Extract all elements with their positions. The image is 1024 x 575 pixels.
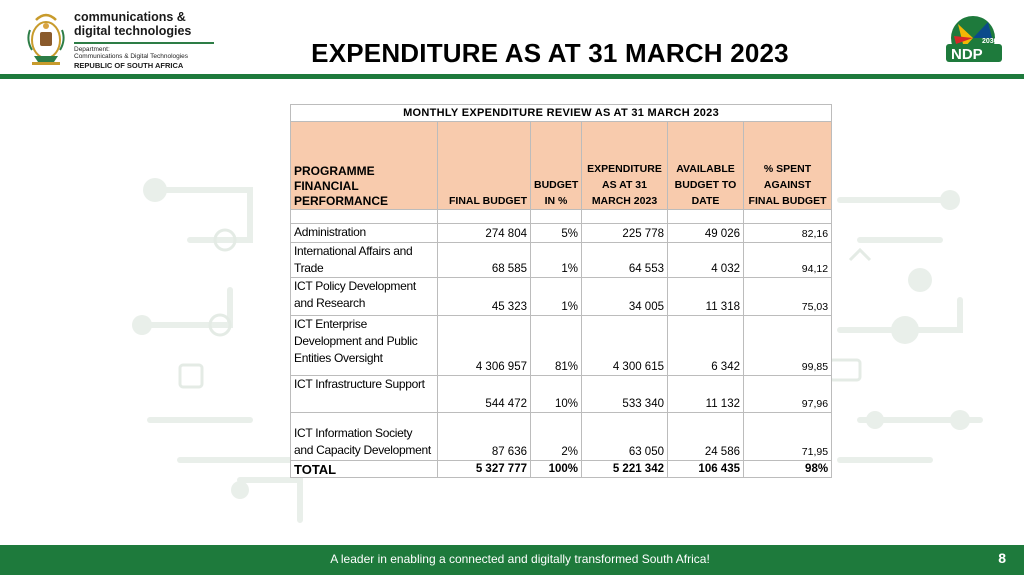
table-row xyxy=(291,224,832,243)
total-available: 106 435 xyxy=(668,461,744,478)
row-available: 11 132 xyxy=(668,376,744,413)
row-programme: International Affairs and Trade xyxy=(291,243,438,278)
expenditure-table-container xyxy=(290,104,831,478)
header-rule xyxy=(0,74,1024,79)
row-expenditure: 225 778 xyxy=(582,224,668,243)
logo-divider xyxy=(74,42,214,44)
row-expenditure: 533 340 xyxy=(582,376,668,413)
table-row xyxy=(291,413,832,461)
row-pct-spent: 94,12 xyxy=(744,243,832,278)
row-budget-pct: 10% xyxy=(531,376,582,413)
row-available: 6 342 xyxy=(668,316,744,376)
table-caption: MONTHLY EXPENDITURE REVIEW AS AT 31 MARCH 2023 xyxy=(291,105,832,122)
header-pct-spent: % SPENT AGAINST FINAL BUDGET xyxy=(744,122,832,210)
row-final-budget: 274 804 xyxy=(438,224,531,243)
table-header-row xyxy=(291,122,832,210)
table-spacer-row xyxy=(291,210,832,224)
table-row xyxy=(291,278,832,316)
page-number: 8 xyxy=(998,550,1006,566)
page-title: EXPENDITURE AS AT 31 MARCH 2023 xyxy=(311,38,789,68)
total-budget-pct: 100% xyxy=(531,461,582,478)
row-pct-spent: 71,95 xyxy=(744,413,832,461)
row-final-budget: 87 636 xyxy=(438,413,531,461)
row-pct-spent: 97,96 xyxy=(744,376,832,413)
logo-line-2: digital technologies xyxy=(74,24,192,38)
row-budget-pct: 81% xyxy=(531,316,582,376)
row-available: 24 586 xyxy=(668,413,744,461)
row-final-budget: 68 585 xyxy=(438,243,531,278)
expenditure-table xyxy=(290,104,832,478)
footer-tagline: A leader in enabling a connected and digitally transformed South Africa! xyxy=(330,552,710,566)
logo-dept-label: Department: xyxy=(74,46,110,53)
row-budget-pct: 1% xyxy=(531,278,582,316)
row-available: 4 032 xyxy=(668,243,744,278)
header-programme: PROGRAMME FINANCIAL PERFORMANCE xyxy=(291,122,438,210)
ndp-text: NDP xyxy=(951,46,983,63)
row-budget-pct: 5% xyxy=(531,224,582,243)
ndp-2030-logo xyxy=(946,14,1002,64)
logo-country: REPUBLIC OF SOUTH AFRICA xyxy=(74,61,184,70)
row-programme: ICT Information Society and Capacity Development xyxy=(291,413,438,461)
row-budget-pct: 2% xyxy=(531,413,582,461)
row-expenditure: 4 300 615 xyxy=(582,316,668,376)
row-expenditure: 34 005 xyxy=(582,278,668,316)
row-programme: ICT Infrastructure Support xyxy=(291,376,438,413)
total-label: TOTAL xyxy=(291,461,438,478)
row-final-budget: 544 472 xyxy=(438,376,531,413)
ndp-year: 2030 xyxy=(982,38,998,45)
row-programme: ICT Enterprise Development and Public Entities Oversight xyxy=(291,316,438,376)
total-expenditure: 5 221 342 xyxy=(582,461,668,478)
row-programme: ICT Policy Development and Research xyxy=(291,278,438,316)
logo-dept-name: Communications & Digital Technologies xyxy=(74,53,189,60)
header-expenditure: EXPENDITURE AS AT 31 MARCH 2023 xyxy=(582,122,668,210)
row-pct-spent: 99,85 xyxy=(744,316,832,376)
row-available: 11 318 xyxy=(668,278,744,316)
department-logo xyxy=(24,8,214,70)
row-expenditure: 64 553 xyxy=(582,243,668,278)
row-final-budget: 45 323 xyxy=(438,278,531,316)
header-available-budget: AVAILABLE BUDGET TO DATE xyxy=(668,122,744,210)
total-final-budget: 5 327 777 xyxy=(438,461,531,478)
row-pct-spent: 82,16 xyxy=(744,224,832,243)
row-expenditure: 63 050 xyxy=(582,413,668,461)
header-final-budget: FINAL BUDGET xyxy=(438,122,531,210)
row-final-budget: 4 306 957 xyxy=(438,316,531,376)
row-available: 49 026 xyxy=(668,224,744,243)
header-budget-pct: BUDGET IN % xyxy=(531,122,582,210)
table-total-row xyxy=(291,461,832,478)
table-row xyxy=(291,376,832,413)
table-row xyxy=(291,316,832,376)
coat-of-arms-icon xyxy=(24,10,68,66)
logo-line-1: communications & xyxy=(74,10,186,24)
total-pct-spent: 98% xyxy=(744,461,832,478)
row-programme: Administration xyxy=(291,224,438,243)
table-row xyxy=(291,243,832,278)
row-pct-spent: 75,03 xyxy=(744,278,832,316)
row-budget-pct: 1% xyxy=(531,243,582,278)
